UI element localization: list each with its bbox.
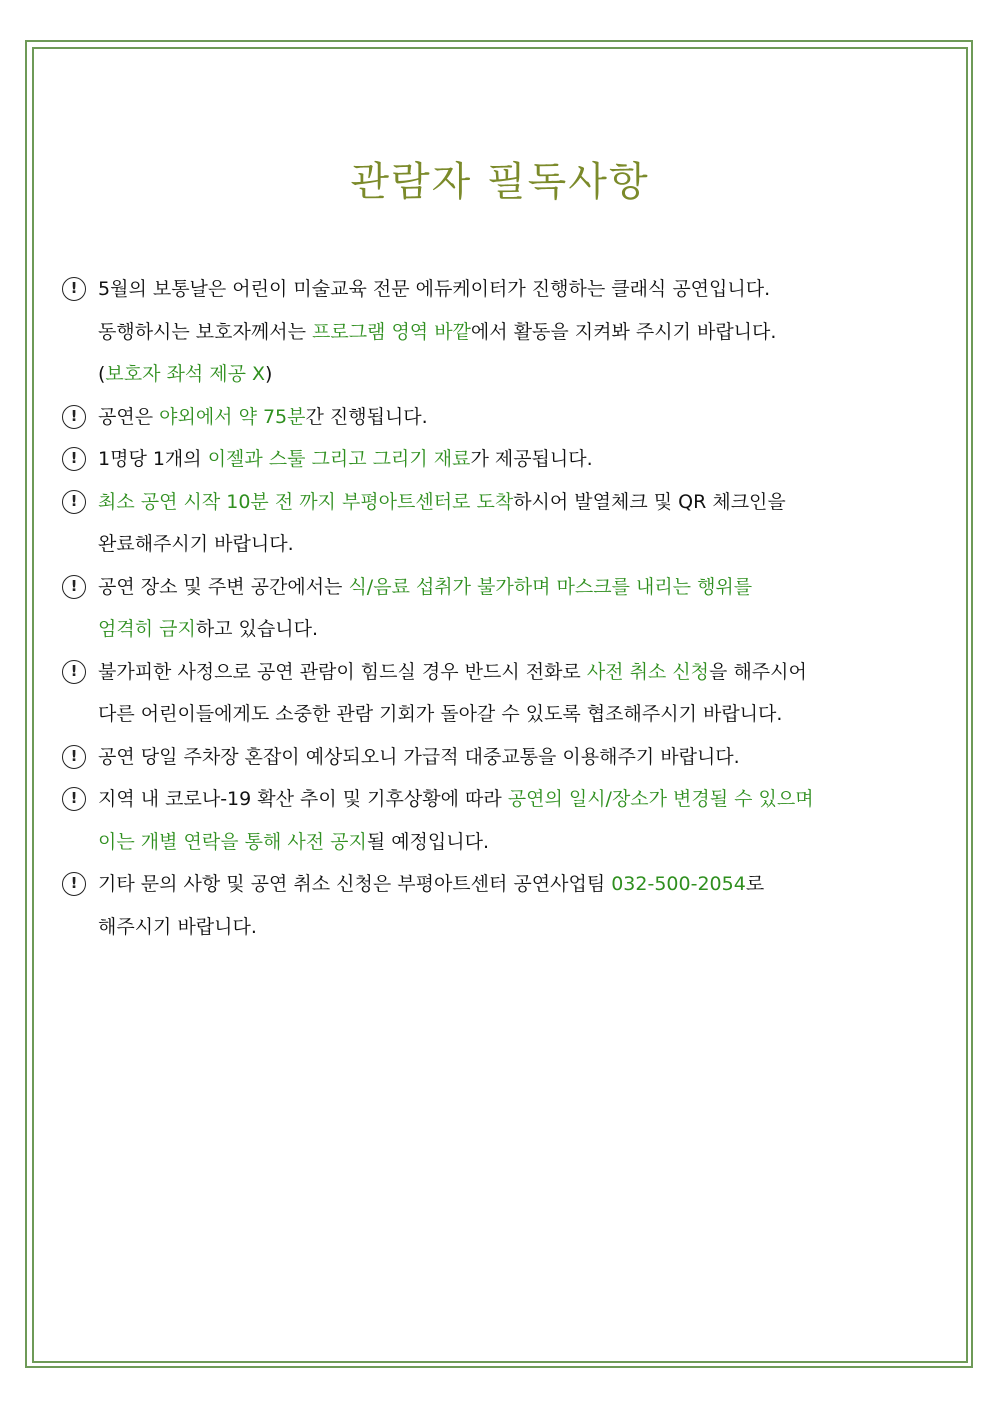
exclamation-circle-icon: !	[62, 872, 86, 896]
notice-segment: 하시어 발열체크 및 QR 체크인을	[513, 490, 786, 513]
notice-segment: )	[265, 363, 273, 385]
notice-segment: 공연 장소 및 주변 공간에서는	[98, 575, 349, 598]
exclamation-circle-icon: !	[62, 405, 86, 429]
notice-item	[62, 481, 942, 566]
notice-line	[98, 438, 942, 481]
exclamation-circle-icon: !	[62, 575, 86, 599]
highlighted-text: 엄격히 금지	[98, 618, 196, 640]
highlighted-text: 최소 공연 시작 10분 전 까지 부평아트센터로 도착	[98, 490, 514, 513]
notice-line	[98, 736, 942, 779]
highlighted-text: 야외에서 약 75분	[159, 405, 306, 428]
notice-text	[98, 778, 942, 863]
page-title: 관람자 필독사항	[350, 159, 650, 205]
notice-segment: 될 예정입니다.	[366, 830, 490, 853]
highlighted-text: 032-500-2054	[611, 873, 746, 895]
notice-line	[98, 693, 942, 736]
highlighted-text: 식/음료 섭취가 불가하며 마스크를 내리는 행위를	[348, 575, 753, 598]
notice-segment: 완료해주시기 바랍니다.	[98, 533, 294, 555]
notice-line	[98, 863, 942, 906]
notice-text	[98, 438, 942, 481]
notice-text	[98, 268, 942, 396]
notice-line	[98, 821, 942, 864]
notice-segment: 불가피한 사정으로 공연 관람이 힘드실 경우 반드시 전화로	[98, 660, 587, 683]
notice-item	[62, 778, 942, 863]
notice-segment: 가 제공됩니다.	[470, 448, 593, 470]
exclamation-circle-icon: !	[62, 277, 86, 301]
highlighted-text: 사전 취소 신청	[586, 660, 710, 683]
highlighted-text: 이는 개별 연락을 통해 사전 공지	[98, 830, 367, 853]
exclamation-circle-icon: !	[62, 447, 86, 471]
notice-segment: 하고 있습니다.	[195, 618, 319, 640]
notice-line	[98, 906, 942, 949]
notice-line	[98, 778, 942, 821]
notice-segment: (	[98, 363, 106, 385]
notice-item	[62, 566, 942, 651]
notice-line	[98, 481, 942, 524]
notice-line	[98, 396, 942, 439]
exclamation-circle-icon: !	[62, 787, 86, 811]
notice-item	[62, 396, 942, 439]
notice-line	[98, 311, 942, 354]
notice-item	[62, 736, 942, 779]
notice-segment: 기타 문의 사항 및 공연 취소 신청은 부평아트센터 공연사업팀	[98, 873, 612, 895]
highlighted-text: 프로그램 영역 바깥	[311, 320, 471, 343]
notice-text	[98, 396, 942, 439]
notice-text	[98, 481, 942, 566]
notice-list	[62, 268, 942, 948]
notice-item	[62, 268, 942, 396]
notice-segment: 동행하시는 보호자께서는	[98, 320, 312, 343]
notice-item	[62, 651, 942, 736]
notice-segment: 공연 당일 주차장 혼잡이 예상되오니 가급적 대중교통을 이용해주기 바랍니다.	[98, 745, 740, 768]
notice-text	[98, 651, 942, 736]
notice-line	[98, 608, 942, 651]
notice-item	[62, 438, 942, 481]
notice-segment: 1명당 1개의	[98, 448, 208, 470]
notice-line	[98, 523, 942, 566]
notice-segment: 을 해주시어	[709, 660, 807, 683]
notice-line	[98, 566, 942, 609]
notice-segment: 5월의 보통날은 어린이 미술교육 전문 에듀케이터가 진행하는 클래식 공연입니다.	[98, 278, 771, 300]
exclamation-circle-icon: !	[62, 490, 86, 514]
highlighted-text: 이젤과 스툴 그리고 그리기 재료	[207, 448, 471, 470]
notice-segment: 해주시기 바랍니다.	[98, 915, 257, 938]
notice-segment: 지역 내 코로나-19 확산 추이 및 기후상황에 따라	[98, 788, 508, 810]
exclamation-circle-icon: !	[62, 745, 86, 769]
notice-segment: 에서 활동을 지켜봐 주시기 바랍니다.	[470, 320, 777, 343]
notice-segment: 로	[745, 873, 765, 895]
notice-line	[98, 353, 942, 396]
notice-line	[98, 651, 942, 694]
notice-text	[98, 566, 942, 651]
notice-text	[98, 736, 942, 779]
exclamation-circle-icon: !	[62, 660, 86, 684]
highlighted-text: 보호자 좌석 제공 X	[105, 363, 266, 385]
notice-item	[62, 863, 942, 948]
notice-text	[98, 863, 942, 948]
notice-line	[98, 268, 942, 311]
notice-segment: 공연은	[98, 405, 160, 428]
notice-segment: 간 진행됩니다.	[305, 405, 428, 428]
highlighted-text: 공연의 일시/장소가 변경될 수 있으며	[507, 788, 814, 810]
notice-segment: 다른 어린이들에게도 소중한 관람 기회가 돌아갈 수 있도록 협조해주시기 바랍니다.	[98, 703, 783, 725]
